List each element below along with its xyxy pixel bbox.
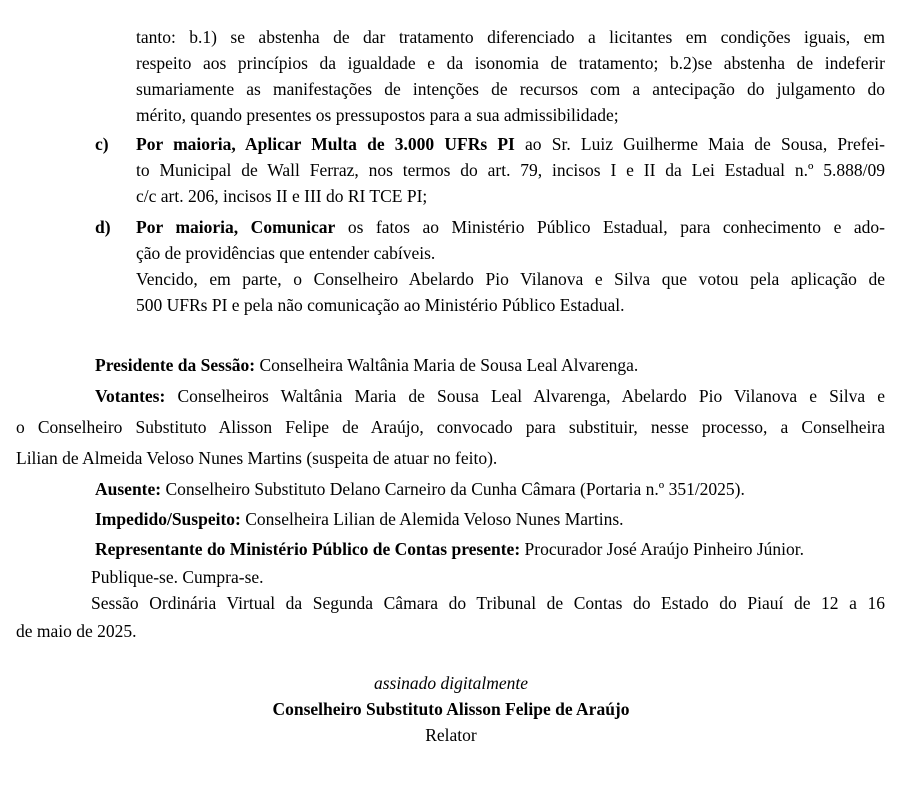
votantes-line — [95, 383, 885, 409]
item-b-continuation — [136, 24, 885, 128]
ausente-value: Conselheiro Substituto Delano Carneiro da Cunha Câmara (Portaria n.º 351/2025). — [161, 479, 745, 499]
text-line: sumariamente as manifestações de intenções de recursos com a antecipação do julgamento do — [136, 79, 885, 99]
text-line: c/c art. 206, incisos II e III do RI TCE PI; — [136, 186, 428, 206]
item-c-label: c) — [95, 134, 109, 154]
signature-role: Relator — [425, 725, 477, 745]
sessao-line: de maio de 2025. — [16, 621, 137, 641]
signature-name: Conselheiro Substituto Alisson Felipe de Araújo — [272, 699, 630, 719]
votantes-label: Votantes: — [95, 386, 166, 406]
impedido-value: Conselheira Lilian de Alemida Veloso Nunes Martins. — [240, 509, 624, 529]
item-c-bold: Por maioria, Aplicar Multa de 3.000 UFRs PI — [136, 134, 515, 154]
text-line — [136, 214, 885, 240]
item-d — [136, 214, 885, 318]
ausente-label: Ausente: — [95, 479, 162, 499]
text-line: ção de providências que entender cabíveis. — [136, 243, 436, 263]
sessao-block — [16, 590, 885, 644]
votantes-line: o Conselheiro Substituto Alisson Felipe de Araújo, convocado para substituir, nesse processo, a Conselheira — [16, 417, 885, 437]
item-c-rest: ao Sr. Luiz Guilherme Maia de Sousa, Prefei- — [514, 134, 885, 154]
text-line: respeito aos princípios da igualdade e da isonomia de tratamento; b.2)se abstenha de indeferir — [136, 53, 885, 73]
sessao-line: Sessão Ordinária Virtual da Segunda Câmara do Tribunal de Contas do Estado do Piauí de 12 a 16 — [91, 593, 885, 613]
votantes-text: Conselheiros Waltânia Maria de Sousa Leal Alvarenga, Abelardo Pio Vilanova e Silva e — [165, 386, 885, 406]
presidente-label: Presidente da Sessão: — [95, 355, 256, 375]
text-line: tanto: b.1) se abstenha de dar tratamento diferenciado a licitantes em condições iguais, em — [136, 27, 885, 47]
votantes-line: Lilian de Almeida Veloso Nunes Martins (suspeita de atuar no feito). — [16, 448, 498, 468]
impedido-label: Impedido/Suspeito: — [95, 509, 241, 529]
votantes-block — [16, 383, 885, 471]
text-line — [136, 131, 885, 157]
text-line: 500 UFRs PI e pela não comunicação ao Ministério Público Estadual. — [136, 295, 625, 315]
impedido-line — [95, 506, 624, 532]
item-d-label: d) — [95, 217, 111, 237]
signature-note: assinado digitalmente — [373, 673, 529, 693]
representante-line — [95, 536, 804, 562]
ausente-line — [95, 476, 745, 502]
text-line: Vencido, em parte, o Conselheiro Abelardo Pio Vilanova e Silva que votou pela aplicação de — [136, 269, 885, 289]
text-line: to Municipal de Wall Ferraz, nos termos do art. 79, incisos I e II da Lei Estadual n.º 5.888/09 — [136, 160, 885, 180]
item-c — [136, 131, 885, 209]
item-d-rest: os fatos ao Ministério Público Estadual, para conhecimento e ado- — [335, 217, 885, 237]
presidente-value: Conselheira Waltânia Maria de Sousa Leal Alvarenga. — [255, 355, 639, 375]
representante-label: Representante do Ministério Público de Contas presente: — [95, 539, 521, 559]
presidente-line — [95, 352, 638, 378]
item-d-bold: Por maioria, Comunicar — [136, 217, 336, 237]
representante-value: Procurador José Araújo Pinheiro Júnior. — [520, 539, 805, 559]
text-line: mérito, quando presentes os pressupostos para a sua admissibilidade; — [136, 105, 619, 125]
signature-block — [0, 670, 902, 748]
publique-line: Publique-se. Cumpra-se. — [91, 567, 264, 587]
